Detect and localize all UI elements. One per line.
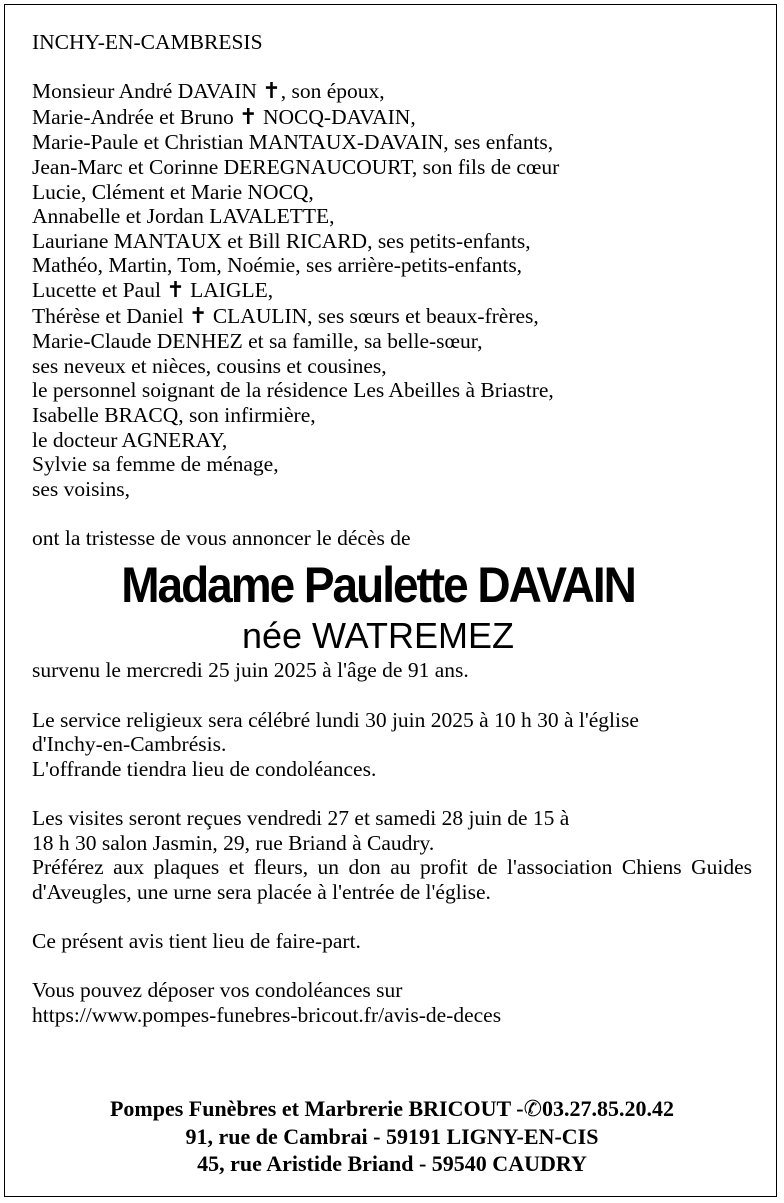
cross-icon: ✝ [189, 303, 208, 329]
cross-icon: ✝ [166, 277, 185, 303]
cross-icon: ✝ [262, 79, 281, 105]
address-line: 45, rue Aristide Briand - 59540 CAUDRY [197, 1151, 587, 1176]
family-line: Annabelle et Jordan LAVALETTE, [32, 204, 335, 229]
family-line: Lucie, Clément et Marie NOCQ, [32, 179, 314, 204]
family-line: Lucette et Paul ✝ LAIGLE, [32, 277, 274, 303]
family-line: Lauriane MANTAUX et Bill RICARD, ses petits-enfants, [32, 228, 531, 253]
cross-icon: ✝ [239, 104, 258, 130]
announcement: ont la tristesse de vous annoncer le décès de [32, 525, 411, 550]
notice-statement: Ce présent avis tient lieu de faire-part. [32, 929, 361, 953]
phone-number[interactable]: 03.27.85.20.42 [542, 1096, 675, 1121]
maiden-name: née WATREMEZ [241, 615, 515, 657]
family-line: Marie-Andrée et Bruno ✝ NOCQ-DAVAIN, [32, 104, 416, 130]
deceased-name: Madame Paulette DAVAIN [121, 557, 635, 614]
condolences-text: Vous pouvez déposer vos condoléances sur [32, 978, 403, 1003]
family-line: le personnel soignant de la résidence Les Abeilles à Briastre, [32, 378, 554, 403]
phone-icon: ✆ [523, 1097, 543, 1122]
town-heading: INCHY-EN-CAMBRESIS [32, 30, 263, 54]
family-line: le docteur AGNERAY, [32, 427, 228, 452]
family-line: Monsieur André DAVAIN ✝, son époux, [32, 79, 385, 105]
family-line: ses neveux et nièces, cousins et cousines, [32, 353, 387, 378]
family-list [32, 79, 752, 501]
family-line: Marie-Claude DENHEZ et sa famille, sa belle-sœur, [32, 329, 483, 354]
company-name: Pompes Funèbres et Marbrerie BRICOUT - [109, 1096, 524, 1121]
service-info: Le service religieux sera célébré lundi 30 juin 2025 à 10 h 30 à l'église d'Inchy-en-Cambrésis. L'offrande tiendra lieu de condoléances. [32, 707, 639, 781]
notice-body [32, 30, 752, 1027]
funeral-home-footer [0, 1095, 784, 1177]
donation-info: Préférez aux plaques et fleurs, un don au profit de l'association Chiens Guides d'Aveugles, une urne sera placée à l'entrée de l'église. [32, 855, 752, 904]
family-line: Thérèse et Daniel ✝ CLAULIN, ses sœurs et beaux-frères, [32, 303, 539, 329]
death-date: survenu le mercredi 25 juin 2025 à l'âge de 91 ans. [32, 658, 469, 683]
family-line: Marie-Paule et Christian MANTAUX-DAVAIN, ses enfants, [32, 130, 554, 155]
family-line: Jean-Marc et Corinne DEREGNAUCOURT, son fils de cœur [32, 154, 560, 179]
family-line: Isabelle BRACQ, son infirmière, [32, 402, 316, 427]
family-line: ses voisins, [32, 476, 130, 501]
family-line: Mathéo, Martin, Tom, Noémie, ses arrière-petits-enfants, [32, 253, 523, 278]
condolences-link[interactable]: https://www.pompes-funebres-bricout.fr/avis-de-deces [32, 1002, 502, 1027]
family-line: Sylvie sa femme de ménage, [32, 452, 279, 477]
visits-info: Les visites seront reçues vendredi 27 et samedi 28 juin de 15 à 18 h 30 salon Jasmin, 29, rue Briand à Caudry. [32, 806, 570, 855]
address-line: 91, rue de Cambrai - 59191 LIGNY-EN-CIS [185, 1124, 599, 1149]
